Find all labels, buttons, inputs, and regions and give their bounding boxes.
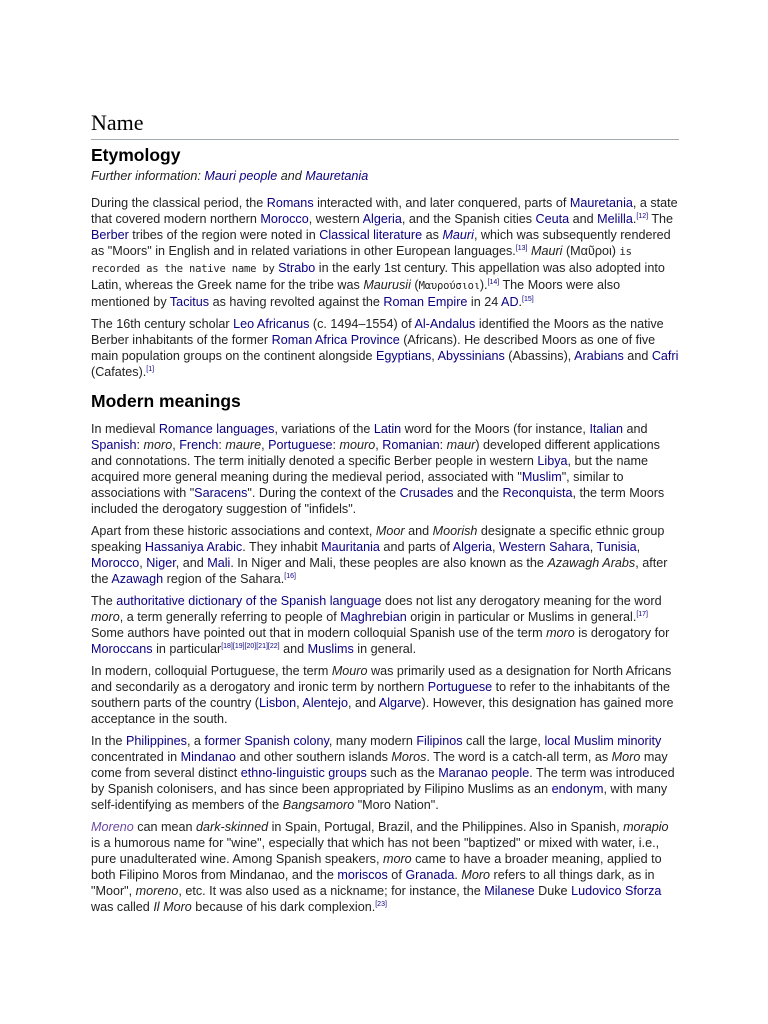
text: ". During the context of the [247, 486, 400, 500]
link-strabo[interactable]: Strabo [278, 261, 316, 275]
link-romans[interactable]: Romans [266, 196, 314, 210]
etymology-paragraph-2 [91, 316, 679, 380]
citation-link[interactable]: [12] [636, 213, 649, 220]
link-algarve[interactable]: Algarve [378, 696, 422, 710]
text: , [636, 540, 641, 554]
term-mauri: Mauri [530, 244, 563, 258]
link-local-muslim-minority[interactable]: local Muslim minority [544, 734, 662, 748]
text: concentrated in [91, 750, 181, 764]
text: in general. [353, 642, 417, 656]
link-romance-languages[interactable]: Romance languages [158, 422, 275, 436]
citation [522, 296, 534, 303]
link-libya[interactable]: Libya [537, 454, 568, 468]
link-al-andalus[interactable]: Al-Andalus [414, 317, 476, 331]
text: , the term Moors included the derogatory suggestion of "infidels". [91, 486, 665, 516]
link-morocco[interactable]: Morocco [260, 212, 309, 226]
citation-link[interactable]: [17] [636, 611, 648, 618]
text: , with many self-identifying as members of the [91, 782, 668, 812]
term-moro: moro [143, 438, 173, 452]
link-cafri[interactable]: Cafri [651, 349, 679, 363]
text: , which was subsequently rendered as "Moors" in English and in related variations in other European languages. [91, 228, 671, 258]
link-mauretania[interactable]: Mauretania [305, 169, 369, 183]
subsection-heading-modern-meanings: Modern meanings [91, 391, 241, 411]
text: , and [175, 556, 208, 570]
subsection-heading-etymology: Etymology [91, 145, 181, 165]
text: , a state that covered modern northern [91, 196, 678, 226]
link-algeria[interactable]: Algeria [452, 540, 492, 554]
citation [636, 611, 648, 618]
link-mauri[interactable]: Mauri [442, 228, 474, 242]
hatnote-text: Further information: [91, 169, 205, 183]
link-reconquista[interactable]: Reconquista [502, 486, 573, 500]
text: . The word is a catch-all term, as [426, 750, 612, 764]
text: The [648, 212, 674, 226]
text: is a humorous name for "wine", especially that which has not been "baptized" or mixed with water, i.e., pure unadulterated wine. Among Spanish speakers, [91, 836, 660, 866]
citation [375, 901, 387, 908]
citation-link[interactable]: [13] [515, 245, 528, 252]
text: and [279, 642, 308, 656]
link-spanish-dictionary[interactable]: authoritative dictionary of the Spanish language [116, 594, 382, 608]
text: , [491, 540, 499, 554]
link-endonym[interactable]: endonym [551, 782, 604, 796]
text: of [387, 868, 406, 882]
citation [146, 366, 154, 373]
modern-paragraph-6 [91, 819, 679, 915]
text: : [332, 438, 340, 452]
link-berber[interactable]: Berber [91, 228, 129, 242]
link-tacitus[interactable]: Tacitus [169, 295, 210, 309]
citation-link[interactable]: [18][19][20][21][22] [221, 643, 280, 650]
link-mauretania[interactable]: Mauretania [569, 196, 633, 210]
text: designate a specific ethnic group speaking [91, 524, 665, 554]
text: : [439, 438, 447, 452]
link-romanian[interactable]: Romanian [382, 438, 440, 452]
link-granada[interactable]: Granada [405, 868, 455, 882]
term-moro: Moro [461, 868, 491, 882]
text: , [139, 556, 147, 570]
term-moros: Moros [391, 750, 427, 764]
text: was called [91, 900, 154, 914]
greek-term: Μαυρούσιοι [418, 280, 480, 292]
text: (Abassins), [504, 349, 575, 363]
text: , variations of the [274, 422, 374, 436]
text: as [422, 228, 443, 242]
link-roman-africa-province[interactable]: Roman Africa Province [271, 333, 400, 347]
link-former-spanish-colony[interactable]: former Spanish colony [204, 734, 329, 748]
text: Duke [534, 884, 572, 898]
text: Apart from these historic associations and context, [91, 524, 376, 538]
text-monospace: is recorded as the native name by [91, 246, 632, 275]
citation-link[interactable]: [14] [487, 279, 500, 286]
article-body [91, 104, 679, 921]
link-moreno[interactable]: Moreno [91, 820, 134, 834]
citation-link[interactable]: [15] [522, 296, 534, 303]
text: identified the Moors as the native Berber inhabitants of the former [91, 317, 664, 347]
link-tunisia[interactable]: Tunisia [596, 540, 637, 554]
text: , and the Spanish cities [401, 212, 536, 226]
link-azawagh[interactable]: Azawagh [111, 572, 164, 586]
hatnote-further-information [91, 168, 679, 184]
link-maranao-people[interactable]: Maranao people [438, 766, 530, 780]
text: In the [91, 734, 127, 748]
text: in 24 [467, 295, 502, 309]
term-mouro: Mouro [331, 664, 368, 678]
text: , [296, 696, 303, 710]
text: and the [453, 486, 503, 500]
text: , western [308, 212, 363, 226]
text: came to have a broader meaning, applied to both Filipino Moros from Mindanao, and the [91, 852, 662, 882]
text: is derogatory for [574, 626, 670, 640]
modern-paragraph-3 [91, 593, 679, 657]
text: . The term was introduced by Spanish colonisers, and has since been appropriated by Filipino Muslims as an [91, 766, 675, 796]
term-moorish: Moorish [432, 524, 478, 538]
link-leo-africanus[interactable]: Leo Africanus [233, 317, 310, 331]
citation [221, 643, 279, 650]
text: (Μαῦροι) [562, 244, 620, 258]
text: . They inhabit [242, 540, 322, 554]
text: and [623, 349, 652, 363]
term-morapio: morapio [623, 820, 669, 834]
link-muslim[interactable]: Muslim [521, 470, 562, 484]
text: can mean [133, 820, 197, 834]
citation-link[interactable]: [16] [284, 573, 296, 580]
text: call the large, [462, 734, 545, 748]
citation [516, 245, 528, 252]
text: and parts of [379, 540, 453, 554]
text: , [375, 438, 383, 452]
text: The [91, 594, 117, 608]
modern-paragraph-5 [91, 733, 679, 813]
term-bangsamoro: Bangsamoro [282, 798, 355, 812]
term-maurusii: Maurusii [363, 278, 411, 292]
text: because of his dark complexion. [191, 900, 376, 914]
citation-link[interactable]: [23] [375, 901, 387, 908]
text: in Spain, Portugal, Brazil, and the Philippines. Also in Spanish, [268, 820, 624, 834]
etymology-paragraph-1 [91, 195, 679, 310]
text: , a [186, 734, 205, 748]
text: as having revolted against the [209, 295, 384, 309]
term-moro: moro [91, 610, 120, 624]
term-moreno: moreno [135, 884, 179, 898]
link-abyssinians[interactable]: Abyssinians [437, 349, 505, 363]
text: and [569, 212, 598, 226]
text: , [172, 438, 180, 452]
term-moro: moro [382, 852, 412, 866]
link-ludovico-sforza[interactable]: Ludovico Sforza [571, 884, 662, 898]
text: tribes of the region were noted in [128, 228, 320, 242]
text: does not list any derogatory meaning for the word [381, 594, 662, 608]
link-moroccans[interactable]: Moroccans [91, 642, 153, 656]
term-mouro: mouro [339, 438, 376, 452]
link-ceuta[interactable]: Ceuta [535, 212, 570, 226]
text: in particular [152, 642, 222, 656]
link-muslims[interactable]: Muslims [307, 642, 354, 656]
term-maure: maure [225, 438, 262, 452]
modern-paragraph-1 [91, 421, 679, 517]
link-french[interactable]: French [179, 438, 219, 452]
text: . In Niger and Mali, these peoples are also known as the [230, 556, 548, 570]
link-melilla[interactable]: Melilla [597, 212, 633, 226]
citation [636, 213, 648, 220]
text: : [136, 438, 144, 452]
link-algeria[interactable]: Algeria [362, 212, 402, 226]
text: ). However, this designation has gained more acceptance in the south. [91, 696, 674, 726]
link-niger[interactable]: Niger [146, 556, 176, 570]
link-western-sahara[interactable]: Western Sahara [498, 540, 590, 554]
text: refers to all things dark, as in "Moor", [91, 868, 655, 898]
text: region of the Sahara. [163, 572, 285, 586]
link-lisbon[interactable]: Lisbon [259, 696, 297, 710]
text: , [261, 438, 269, 452]
hatnote-text: and [277, 169, 306, 183]
text: was primarily used as a designation for North Africans and secondarily as a derogatory and ironic term by northern [91, 664, 672, 694]
text: (c. 1494–1554) of [309, 317, 415, 331]
citation [488, 279, 500, 286]
link-alentejo[interactable]: Alentejo [302, 696, 348, 710]
link-mindanao[interactable]: Mindanao [180, 750, 236, 764]
link-maghrebian[interactable]: Maghrebian [340, 610, 407, 624]
modern-paragraph-2 [91, 523, 679, 587]
link-ad[interactable]: AD [501, 295, 519, 309]
modern-paragraph-4 [91, 663, 679, 727]
link-moriscos[interactable]: moriscos [337, 868, 388, 882]
term-dark-skinned: dark-skinned [196, 820, 269, 834]
text: Some authors have pointed out that in modern colloquial Spanish use of the term [91, 626, 547, 640]
link-mali[interactable]: Mali [207, 556, 231, 570]
text: : [218, 438, 226, 452]
text: , many modern [328, 734, 417, 748]
text: . [632, 212, 637, 226]
link-crusades[interactable]: Crusades [399, 486, 454, 500]
text: , [589, 540, 597, 554]
text: (Africans). He described Moors as one of five main population groups on the continent alongside [91, 333, 656, 363]
text: , [431, 349, 438, 363]
text: ). [479, 278, 488, 292]
text: ) developed different applications and connotations. The term initially denoted a specific Berber people in western [91, 438, 660, 468]
text: , but the name acquired more general meaning during the medieval period, associated with " [91, 454, 649, 484]
link-mauri-people[interactable]: Mauri people [204, 169, 278, 183]
citation [284, 573, 296, 580]
link-hassaniya-arabic[interactable]: Hassaniya Arabic [144, 540, 243, 554]
link-philippines[interactable]: Philippines [126, 734, 187, 748]
text: and other southern islands [235, 750, 392, 764]
text: (Cafates). [91, 365, 147, 379]
text: in the early 1st century. This appellation was also adopted into Latin, whereas the Greek name for the tribe was [91, 261, 665, 292]
link-saracens[interactable]: Saracens [194, 486, 248, 500]
text: . [518, 295, 523, 309]
text: , after the [91, 556, 668, 586]
text: origin in particular or Muslims in general. [406, 610, 637, 624]
term-il-moro: Il Moro [153, 900, 192, 914]
text: and [404, 524, 433, 538]
term-moor: Moor [375, 524, 405, 538]
text: , etc. It was also used as a nickname; for instance, the [178, 884, 485, 898]
link-spanish[interactable]: Spanish [91, 438, 137, 452]
text: , a term generally referring to people of [119, 610, 341, 624]
link-morocco[interactable]: Morocco [91, 556, 140, 570]
text: The Moors were also mentioned by [91, 278, 621, 309]
text: interacted with, and later conquered, parts of [313, 196, 570, 210]
text: "Moro Nation". [354, 798, 439, 812]
term-moro: moro [546, 626, 575, 640]
text: to refer to the inhabitants of the southern parts of the country ( [91, 680, 670, 710]
text: may come from several distinct [91, 750, 668, 780]
term-azawagh-arabs: Azawagh Arabs [547, 556, 636, 570]
text: The 16th century scholar [91, 317, 234, 331]
text: In modern, colloquial Portuguese, the term [91, 664, 332, 678]
text: word for the Moors (for instance, [401, 422, 590, 436]
link-latin[interactable]: Latin [373, 422, 402, 436]
text: and [623, 422, 648, 436]
section-heading-name: Name [91, 110, 679, 140]
link-milanese[interactable]: Milanese [484, 884, 535, 898]
link-portuguese[interactable]: Portuguese [268, 438, 333, 452]
link-classical-literature[interactable]: Classical literature [319, 228, 423, 242]
text: , and [347, 696, 379, 710]
link-filipinos[interactable]: Filipinos [416, 734, 463, 748]
link-portuguese[interactable]: Portuguese [427, 680, 493, 694]
text: ", similar to associations with " [91, 470, 624, 500]
text: such as the [366, 766, 439, 780]
link-egyptians[interactable]: Egyptians [375, 349, 432, 363]
text: ( [410, 278, 419, 292]
link-mauritania[interactable]: Mauritania [321, 540, 380, 554]
text: . [454, 868, 462, 882]
text: During the classical period, the [91, 196, 267, 210]
term-maur: maur [446, 438, 476, 452]
link-ethno-linguistic-groups[interactable]: ethno-linguistic groups [240, 766, 367, 780]
link-arabians[interactable]: Arabians [574, 349, 624, 363]
citation-link[interactable]: [1] [146, 366, 155, 373]
text: In medieval [91, 422, 159, 436]
link-roman-empire[interactable]: Roman Empire [383, 295, 468, 309]
link-italian[interactable]: Italian [589, 422, 624, 436]
term-moro: Moro [611, 750, 641, 764]
